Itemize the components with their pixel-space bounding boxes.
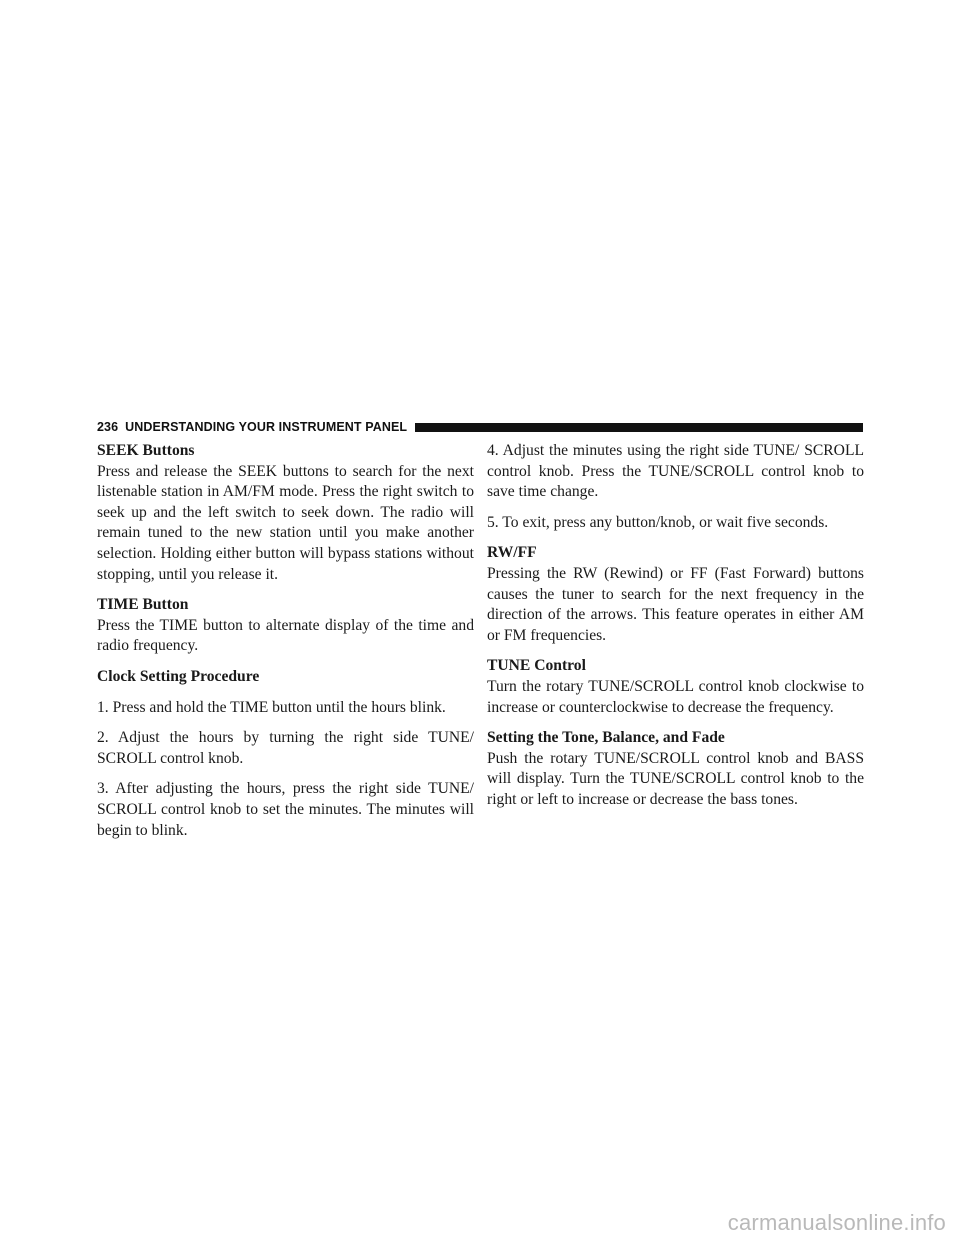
header-rule — [415, 423, 863, 432]
time-button-body: Press the TIME button to alternate display of the time and radio frequency. — [97, 616, 474, 655]
section-title: UNDERSTANDING YOUR INSTRUMENT PANEL — [125, 420, 408, 434]
clock-step-4: 4. Adjust the minutes using the right side TUNE/ SCROLL control knob. Press the TUNE/SCROLL control knob to save time change. — [487, 442, 864, 501]
page-header — [97, 418, 863, 436]
page-number: 236 — [97, 420, 119, 434]
watermark-logo: carmanualsonline.info — [727, 1210, 946, 1235]
rwff-body: Pressing the RW (Rewind) or FF (Fast Forward) buttons causes the tuner to search for the next frequency in the direction of the arrows. This feature operates in either AM or FM frequencies. — [487, 564, 864, 644]
rwff-heading: RW/FF — [487, 544, 537, 562]
tune-control-body: Turn the rotary TUNE/SCROLL control knob clockwise to increase or counterclockwise to decrease the frequency. — [487, 677, 864, 716]
tune-control-section — [487, 656, 864, 718]
tone-heading: Setting the Tone, Balance, and Fade — [487, 729, 725, 747]
clock-step-1: 1. Press and hold the TIME button until the hours blink. — [97, 698, 446, 716]
time-button-heading: TIME Button — [97, 596, 189, 614]
time-button-section — [97, 595, 474, 657]
tone-body: Push the rotary TUNE/SCROLL control knob and BASS will display. Turn the TUNE/SCROLL control knob to the right or left to increase or decrease the bass tones. — [487, 749, 864, 808]
clock-setting-heading: Clock Setting Procedure — [97, 667, 260, 685]
seek-buttons-section — [97, 441, 474, 585]
rwff-section — [487, 543, 864, 646]
seek-buttons-body: Press and release the SEEK buttons to search for the next listenable station in AM/FM mode. Press the right switch to seek up and the left switch to seek down. The radio will remain tuned to the new station until you make another selection. Holding either button will bypass stations without stopping, until you release it. — [97, 462, 474, 583]
left-column — [97, 441, 474, 851]
tone-section — [487, 728, 864, 810]
tune-control-heading: TUNE Control — [487, 657, 586, 675]
right-column — [487, 441, 864, 821]
clock-step-3: 3. After adjusting the hours, press the right side TUNE/ SCROLL control knob to set the minutes. The minutes will begin to blink. — [97, 780, 474, 839]
seek-buttons-heading: SEEK Buttons — [97, 442, 195, 459]
clock-step-5: 5. To exit, press any button/knob, or wait five seconds. — [487, 513, 829, 531]
clock-step-2: 2. Adjust the hours by turning the right side TUNE/ SCROLL control knob. — [97, 729, 474, 767]
